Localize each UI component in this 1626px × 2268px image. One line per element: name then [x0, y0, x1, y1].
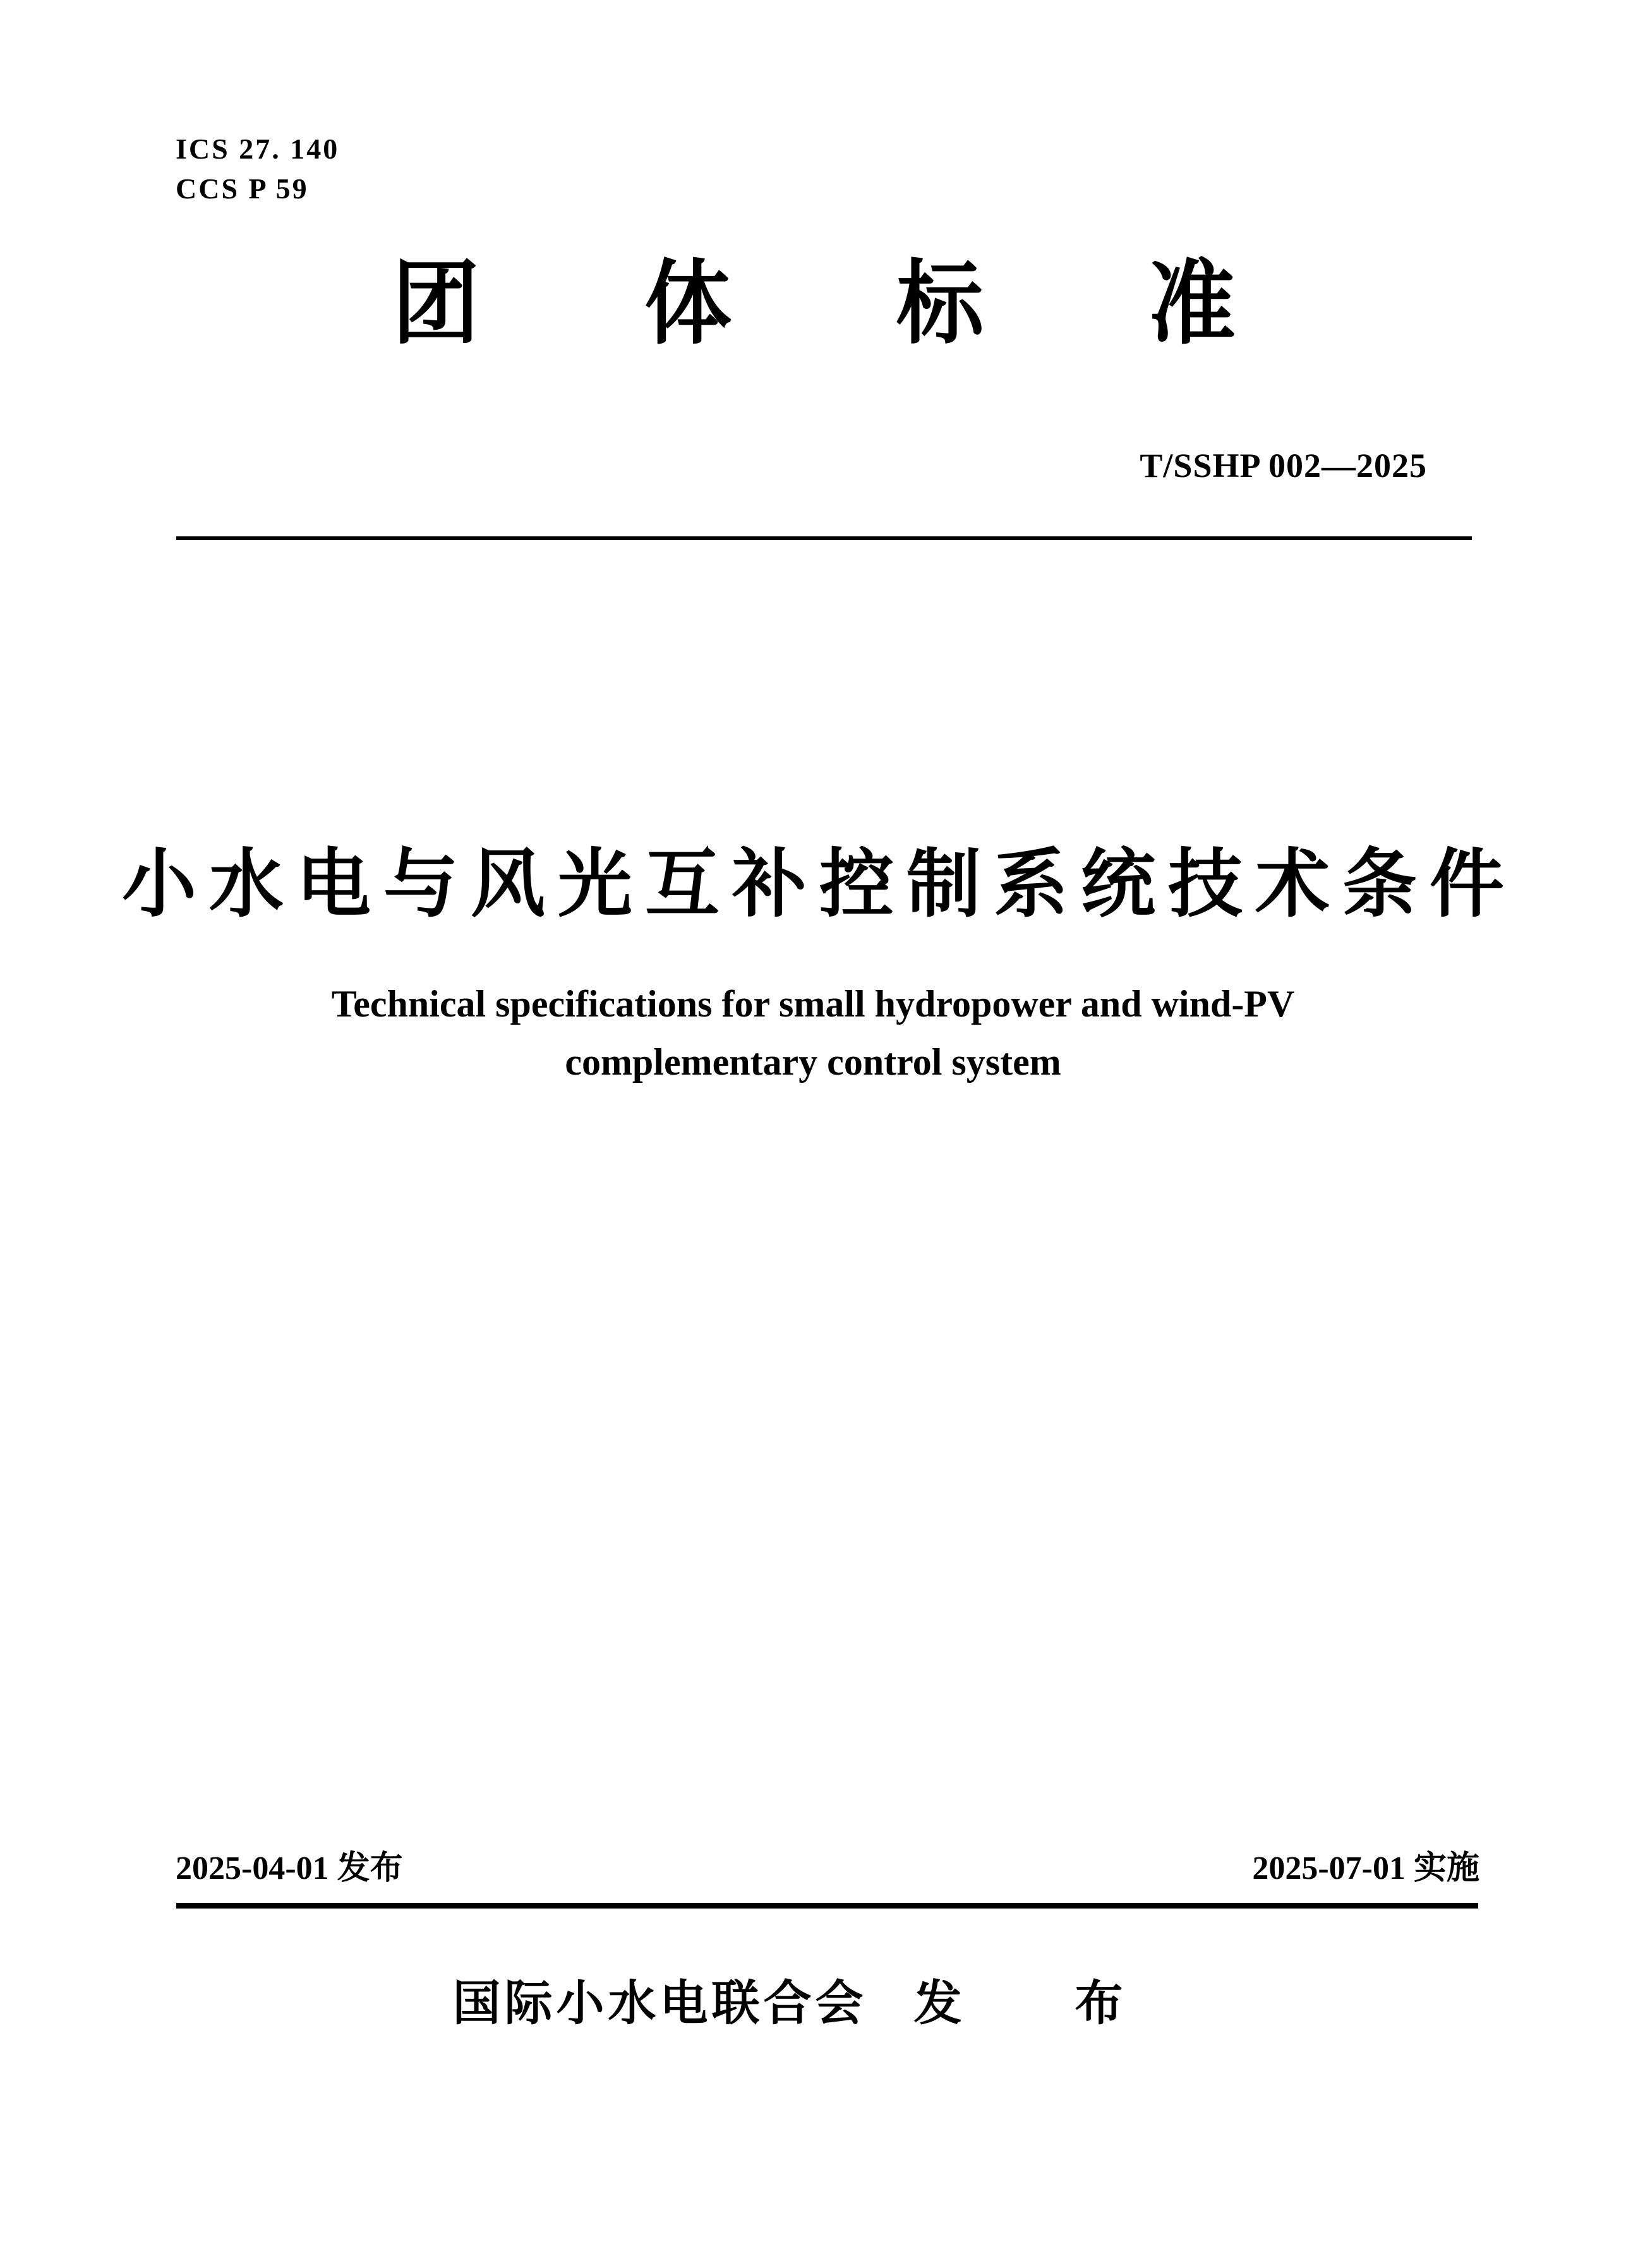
publisher-name: 国际小水电联合会	[452, 1977, 867, 2030]
page-title-chinese: 小水电与风光互补控制系统技术条件	[121, 843, 1517, 926]
page-title-english-line2: complementary control system	[565, 1041, 1061, 1083]
implementation-date: 2025-07-01 实施	[1252, 1850, 1479, 1886]
page-title-english-line1: Technical specifications for small hydropower and wind-PV	[331, 983, 1295, 1025]
footer-divider-rule	[176, 1903, 1478, 1909]
doc-type-heading	[392, 253, 1236, 355]
doc-type-char-1: 团	[392, 253, 480, 355]
ccs-code: CCS P 59	[176, 172, 309, 205]
publisher-line	[0, 1965, 1626, 2034]
doc-type-char-2: 体	[644, 253, 732, 355]
standard-number: T/SSHP 002—2025	[1140, 447, 1427, 485]
issue-date: 2025-04-01 发布	[176, 1850, 403, 1886]
header-divider-rule	[176, 536, 1472, 540]
doc-type-char-4: 准	[1148, 253, 1236, 355]
release-label: 发 布	[913, 1977, 1174, 2030]
doc-type-char-3: 标	[896, 253, 984, 355]
ics-code: ICS 27. 140	[176, 133, 340, 165]
